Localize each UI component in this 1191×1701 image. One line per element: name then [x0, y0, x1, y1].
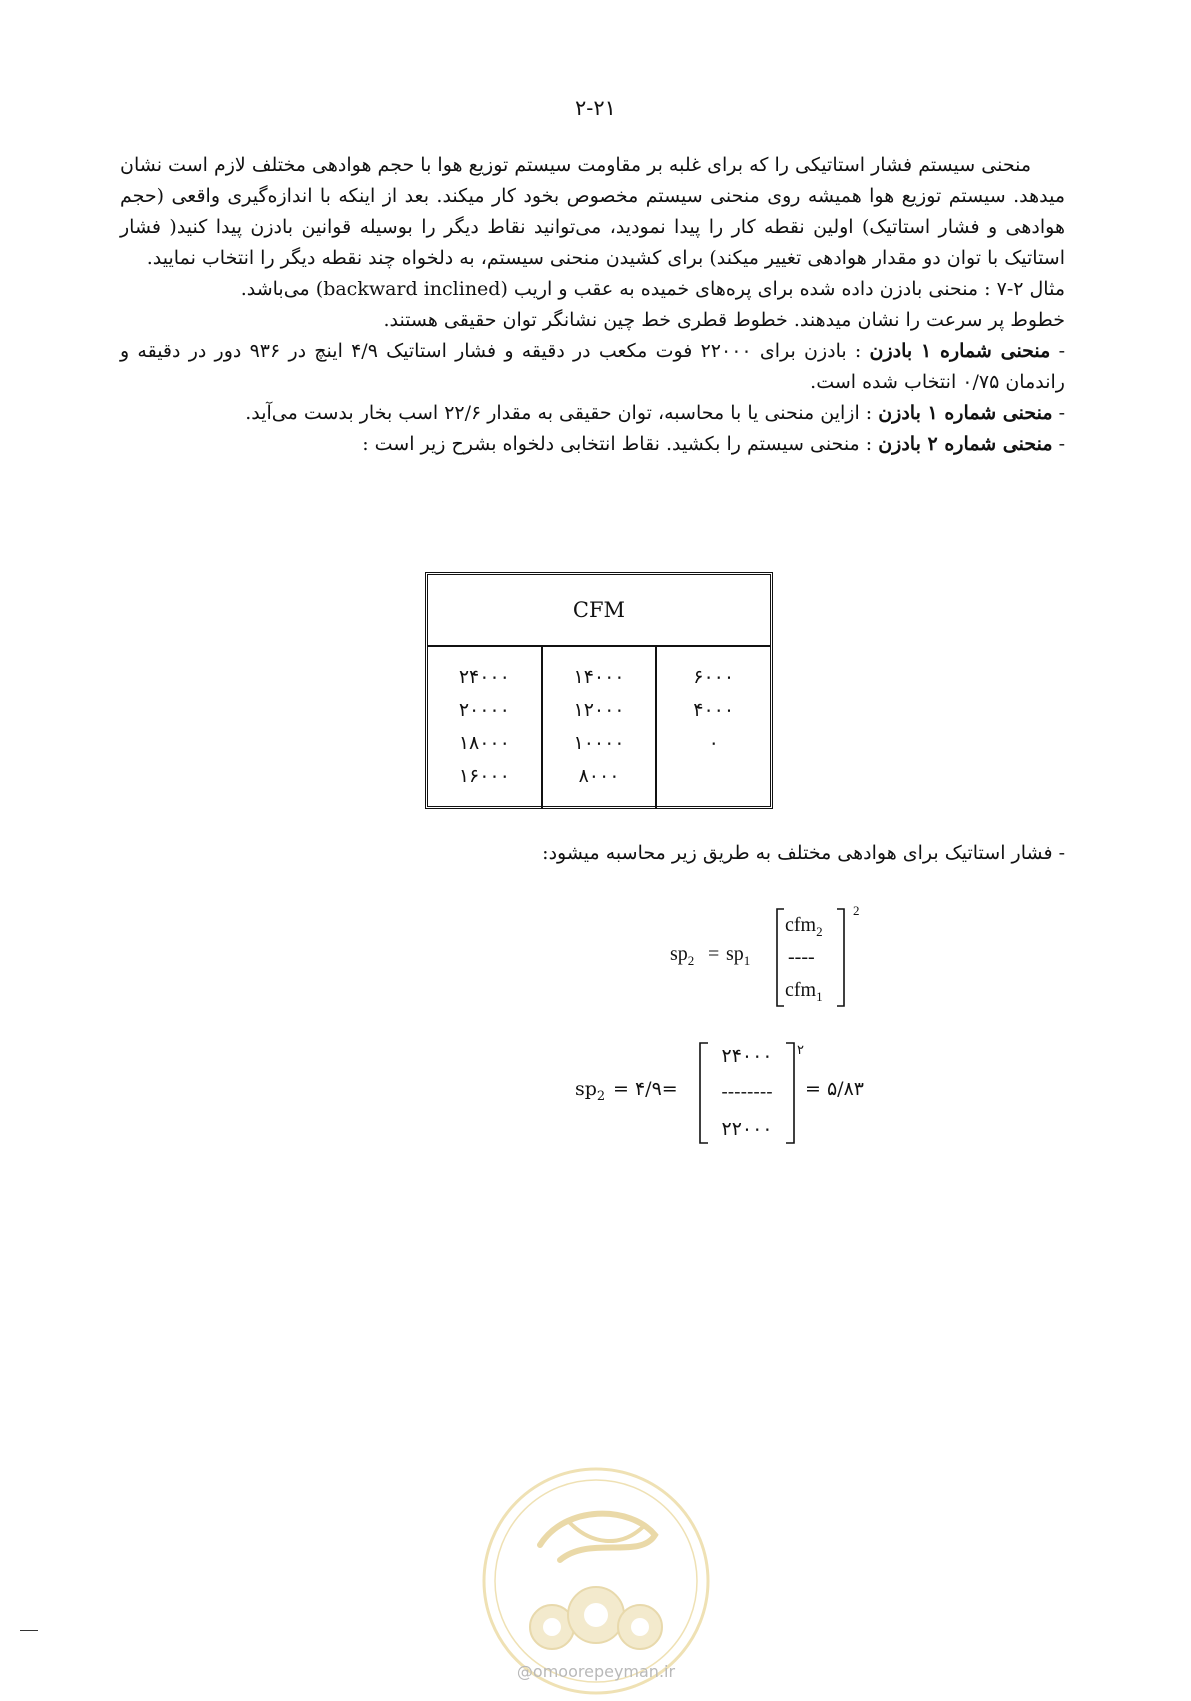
cfm-cell: ۱۸۰۰۰	[458, 732, 510, 754]
body-text	[120, 150, 1065, 460]
margin-mark	[20, 1630, 38, 1631]
cfm-cell: ۲۰۰۰۰	[458, 699, 510, 721]
cfm-cell: ۰	[708, 732, 719, 754]
formula2-coef: = ۴/۹=	[613, 1078, 678, 1100]
formula1-rhs: $sp_1$	[726, 943, 751, 968]
cfm-cell: ۱۰۰۰۰	[573, 732, 625, 754]
formula-intro: - فشار استاتیک برای هوادهی مختلف به طریق زیر محاسبه میشود:	[542, 842, 1065, 864]
cfm-cell: ۱۶۰۰۰	[458, 765, 510, 787]
cfm-cell: ۱۴۰۰۰	[573, 666, 625, 688]
cfm-column-1	[655, 647, 770, 808]
list-dash: -	[1052, 433, 1065, 455]
cfm-cell: ۴۰۰۰	[693, 699, 735, 721]
fan-curve-1-label: منحنی شماره ۱ بادزن	[869, 340, 1051, 362]
formula1-exponent: 2	[853, 903, 860, 918]
example-calculation	[575, 1040, 945, 1150]
formula2-denominator: ۲۲۰۰۰	[721, 1118, 773, 1140]
formula1-numerator: cfm$_2$	[785, 914, 823, 939]
fan-curve-2-label: منحنی شماره ۲ بادزن	[878, 433, 1053, 455]
fan-curve-1-power-label: منحنی شماره ۱ بادزن	[878, 402, 1053, 424]
svg-text:=: =	[708, 943, 720, 965]
intro-paragraph: منحنی سیستم فشار استاتیکی را که برای غلبه بر مقاومت سیستم توزیع هوا با حجم هوادهی مختلف لازم است نشان میدهد. سیستم توزیع هوا همیشه روی منحنی سیستم مخصوص بخود کار میکند. بعد از اینکه با اندازه‌گیری واقعی (حجم هوادهی و فشار استاتیک) اولین نقطه کار را پیدا نمودید، می‌توانید نقاط دیگر را بوسیله قوانین بادزن پیدا کنید( فشار استاتیک با توان دو مقدار هوادهی تغییر میکند) برای کشیدن منحنی سیستم، به دلخواه چند نقطه دیگر را انتخاب نمایید.	[120, 154, 1065, 269]
formula2-result: = ۵/۸۳	[805, 1078, 864, 1100]
example-paragraph: مثال ۲-۷ : منحنی بادزن داده شده برای پره‌های خمیده به عقب و اریب (backward inclined) می‌باشد.	[240, 278, 1065, 300]
formula2-numerator: ۲۴۰۰۰	[721, 1045, 773, 1067]
formula2-left-bracket	[700, 1043, 708, 1143]
page-number: ۲-۲۱	[575, 96, 616, 120]
cfm-cell: ۶۰۰۰	[693, 666, 735, 688]
watermark-url: @omoorepeyman.ir	[516, 1662, 676, 1681]
cfm-cell: ۲۴۰۰۰	[458, 666, 510, 688]
formula2-right-bracket	[786, 1043, 794, 1143]
cfm-column-3	[428, 647, 541, 808]
cfm-table	[425, 572, 773, 809]
formula1-left-bracket	[777, 909, 784, 1006]
cfm-cell: ۸۰۰۰	[578, 765, 620, 787]
list-dash: -	[1052, 402, 1065, 424]
fan-curve-1-text: : بادزن برای ۲۲۰۰۰ فوت مکعب در دقیقه و فشار استاتیک ۴/۹ اینچ در ۹۳۶ دور در دقیقه و راندمان ۰/۷۵ انتخاب شده است.	[120, 340, 1065, 393]
formula1-denominator: cfm$_1$	[785, 979, 823, 1004]
fan-curve-1-power-text: : ازاین منحنی یا با محاسبه، توان حقیقی به مقدار ۲۲/۶ اسب بخار بدست می‌آید.	[245, 402, 879, 424]
fan-curve-2-text: : منحنی سیستم را بکشید. نقاط انتخابی دلخواه بشرح زیر است :	[362, 433, 879, 455]
formula2-exponent: ۲	[797, 1043, 804, 1058]
list-dash: -	[1050, 340, 1066, 362]
cfm-column-2	[541, 647, 656, 808]
speed-lines-paragraph: خطوط پر سرعت را نشان میدهند. خطوط قطری خط چین نشانگر توان حقیقی هستند.	[383, 309, 1065, 331]
fan-curve-2-paragraph	[120, 429, 1065, 460]
formula2-fraction-line: --------	[721, 1081, 773, 1103]
cfm-table-body	[428, 647, 770, 808]
fan-law-formula	[670, 903, 860, 1013]
fan-curve-1-paragraph	[120, 336, 1065, 398]
formula1-right-bracket	[837, 909, 844, 1006]
cfm-cell: ۱۲۰۰۰	[573, 699, 625, 721]
fan-curve-1-power-paragraph	[120, 398, 1065, 429]
cfm-table-header: CFM	[428, 575, 770, 647]
formula1-fraction-line: ----	[788, 946, 815, 968]
formula1-lhs: $sp_2$	[670, 943, 695, 968]
formula2-lhs: $sp_2$	[575, 1078, 606, 1104]
